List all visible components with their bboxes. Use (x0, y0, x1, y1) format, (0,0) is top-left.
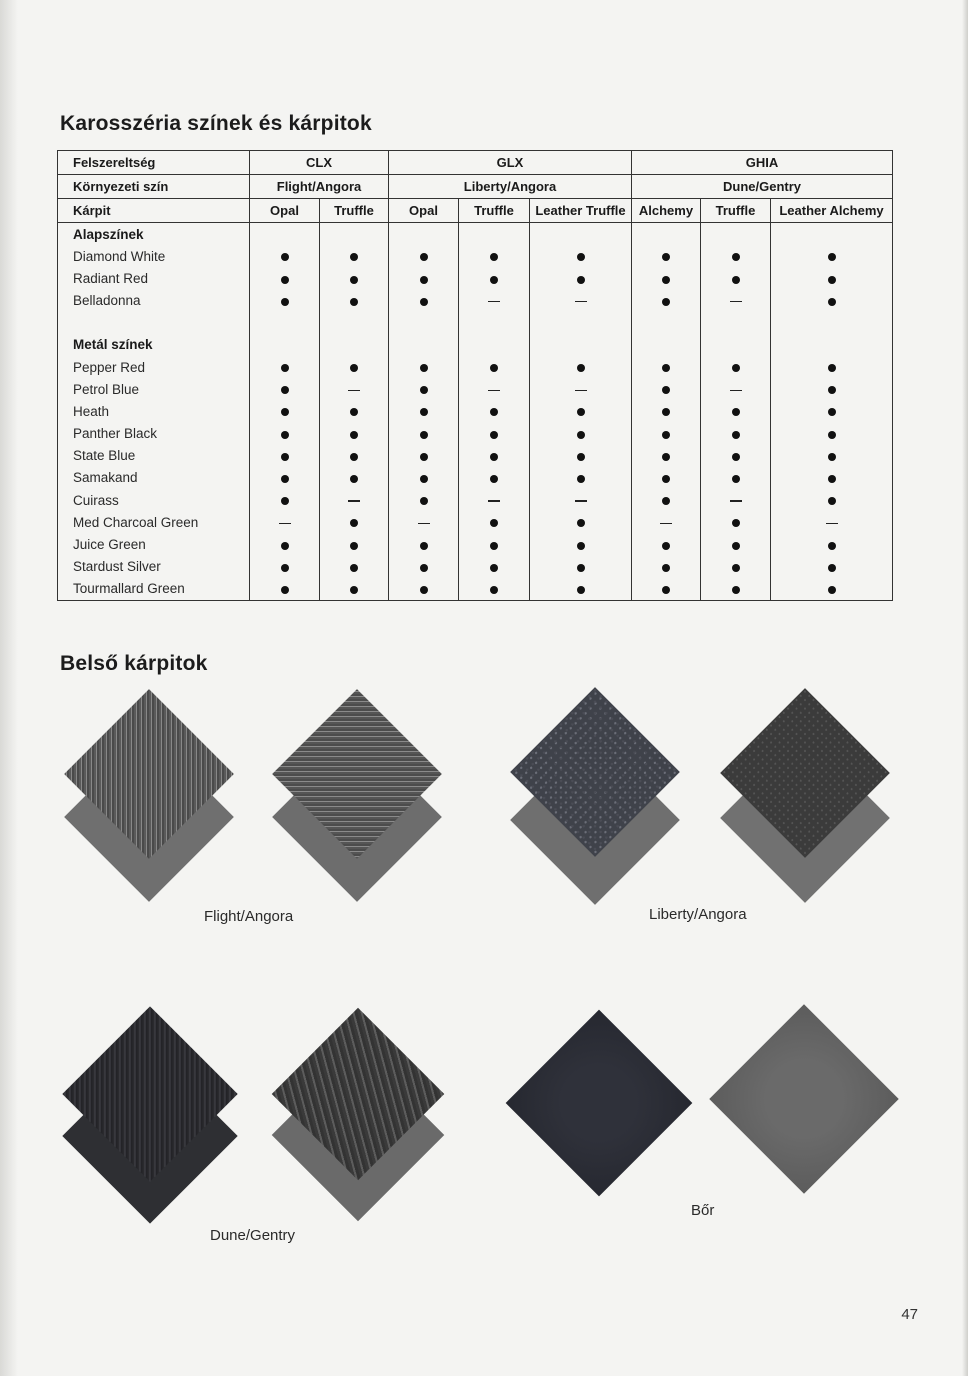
table-row (58, 400, 893, 422)
available-dot-icon (490, 564, 498, 572)
available-dot-icon (828, 364, 836, 372)
unavailable-dash-icon (418, 523, 430, 525)
available-dot-icon (420, 276, 428, 284)
color-upholstery-table (57, 150, 893, 601)
available-dot-icon (281, 475, 289, 483)
env-color-label: Környezeti szín (58, 175, 250, 199)
color-name: Heath (58, 400, 250, 422)
available-dot-icon (732, 276, 740, 284)
available-dot-icon (420, 408, 428, 416)
available-dot-icon (732, 475, 740, 483)
trim-glx: GLX (389, 151, 632, 175)
unavailable-dash-icon (348, 390, 360, 392)
available-dot-icon (281, 364, 289, 372)
upholstery-glx-truffle: Truffle (459, 199, 530, 223)
available-dot-icon (732, 431, 740, 439)
available-dot-icon (577, 364, 585, 372)
available-dot-icon (281, 408, 289, 416)
available-dot-icon (420, 564, 428, 572)
available-dot-icon (732, 453, 740, 461)
available-dot-icon (662, 564, 670, 572)
unavailable-dash-icon (730, 500, 742, 502)
available-dot-icon (281, 253, 289, 261)
color-name: Belladonna (58, 290, 250, 312)
unavailable-dash-icon (348, 500, 360, 502)
table-body (58, 223, 893, 601)
available-dot-icon (350, 475, 358, 483)
upholstery-label: Kárpit (58, 199, 250, 223)
color-name: Petrol Blue (58, 378, 250, 400)
color-name: Diamond White (58, 245, 250, 267)
available-dot-icon (577, 586, 585, 594)
available-dot-icon (420, 475, 428, 483)
available-dot-icon (281, 453, 289, 461)
available-dot-icon (490, 475, 498, 483)
section-title-interior: Belső kárpitok (60, 652, 208, 675)
available-dot-icon (732, 564, 740, 572)
available-dot-icon (662, 586, 670, 594)
color-group-row (58, 223, 893, 246)
available-dot-icon (828, 408, 836, 416)
available-dot-icon (350, 453, 358, 461)
available-dot-icon (662, 431, 670, 439)
color-group-title: Alapszínek (58, 223, 250, 246)
unavailable-dash-icon (660, 523, 672, 525)
caption-dune-gentry: Dune/Gentry (210, 1227, 296, 1244)
unavailable-dash-icon (279, 523, 291, 525)
color-group-row (58, 334, 893, 356)
table-row (58, 290, 893, 312)
unavailable-dash-icon (575, 500, 587, 502)
trim-ghia: GHIA (632, 151, 893, 175)
upholstery-ghia-truffle: Truffle (701, 199, 771, 223)
available-dot-icon (828, 276, 836, 284)
group-spacer (58, 312, 893, 334)
available-dot-icon (662, 386, 670, 394)
page-right-edge (962, 0, 968, 1376)
available-dot-icon (828, 386, 836, 394)
upholstery-glx-leather-truffle: Leather Truffle (530, 199, 632, 223)
color-name: Med Charcoal Green (58, 511, 250, 533)
available-dot-icon (732, 253, 740, 261)
color-group-title: Metál színek (58, 334, 250, 356)
available-dot-icon (420, 497, 428, 505)
available-dot-icon (577, 276, 585, 284)
available-dot-icon (490, 542, 498, 550)
available-dot-icon (350, 298, 358, 306)
available-dot-icon (828, 475, 836, 483)
upholstery-clx-truffle: Truffle (320, 199, 389, 223)
unavailable-dash-icon (575, 390, 587, 392)
available-dot-icon (662, 276, 670, 284)
available-dot-icon (828, 453, 836, 461)
available-dot-icon (420, 298, 428, 306)
available-dot-icon (420, 542, 428, 550)
available-dot-icon (732, 364, 740, 372)
page-title: Karosszéria színek és kárpitok (60, 112, 372, 135)
available-dot-icon (577, 542, 585, 550)
available-dot-icon (490, 253, 498, 261)
swatch-leather-dark (506, 1010, 693, 1197)
color-name: Samakand (58, 467, 250, 489)
unavailable-dash-icon (488, 390, 500, 392)
available-dot-icon (350, 542, 358, 550)
color-name: Stardust Silver (58, 556, 250, 578)
available-dot-icon (490, 431, 498, 439)
available-dot-icon (662, 364, 670, 372)
available-dot-icon (662, 453, 670, 461)
available-dot-icon (420, 253, 428, 261)
available-dot-icon (662, 298, 670, 306)
color-name: Panther Black (58, 423, 250, 445)
available-dot-icon (420, 453, 428, 461)
table-row (58, 556, 893, 578)
available-dot-icon (490, 408, 498, 416)
available-dot-icon (281, 586, 289, 594)
available-dot-icon (490, 364, 498, 372)
available-dot-icon (490, 586, 498, 594)
table-row (58, 467, 893, 489)
available-dot-icon (577, 475, 585, 483)
available-dot-icon (577, 408, 585, 416)
color-name: Tourmallard Green (58, 578, 250, 601)
available-dot-icon (281, 386, 289, 394)
available-dot-icon (350, 253, 358, 261)
available-dot-icon (732, 586, 740, 594)
table-row (58, 511, 893, 533)
available-dot-icon (732, 542, 740, 550)
table-row (58, 578, 893, 601)
available-dot-icon (420, 386, 428, 394)
available-dot-icon (662, 475, 670, 483)
available-dot-icon (828, 497, 836, 505)
color-name: State Blue (58, 445, 250, 467)
available-dot-icon (828, 298, 836, 306)
table-row (58, 267, 893, 289)
available-dot-icon (828, 431, 836, 439)
available-dot-icon (350, 364, 358, 372)
available-dot-icon (490, 519, 498, 527)
swatch-leather-grey (709, 1004, 899, 1194)
available-dot-icon (662, 497, 670, 505)
available-dot-icon (281, 542, 289, 550)
upholstery-ghia-alchemy: Alchemy (632, 199, 701, 223)
color-name: Pepper Red (58, 356, 250, 378)
available-dot-icon (577, 453, 585, 461)
upholstery-clx-opal: Opal (250, 199, 320, 223)
color-name: Cuirass (58, 489, 250, 511)
available-dot-icon (828, 586, 836, 594)
available-dot-icon (577, 519, 585, 527)
available-dot-icon (281, 564, 289, 572)
available-dot-icon (662, 408, 670, 416)
available-dot-icon (281, 497, 289, 505)
available-dot-icon (281, 298, 289, 306)
page-edge-shadow (0, 0, 18, 1376)
available-dot-icon (662, 253, 670, 261)
available-dot-icon (490, 276, 498, 284)
available-dot-icon (350, 586, 358, 594)
available-dot-icon (577, 253, 585, 261)
available-dot-icon (577, 564, 585, 572)
table-row (58, 445, 893, 467)
unavailable-dash-icon (575, 301, 587, 303)
table-row (58, 378, 893, 400)
available-dot-icon (732, 519, 740, 527)
available-dot-icon (281, 276, 289, 284)
available-dot-icon (420, 586, 428, 594)
table-row (58, 489, 893, 511)
available-dot-icon (350, 408, 358, 416)
caption-flight-angora: Flight/Angora (204, 908, 294, 925)
available-dot-icon (350, 276, 358, 284)
available-dot-icon (828, 542, 836, 550)
table-row (58, 423, 893, 445)
page-number: 47 (901, 1306, 918, 1323)
trim-clx: CLX (250, 151, 389, 175)
unavailable-dash-icon (488, 301, 500, 303)
color-name: Juice Green (58, 533, 250, 555)
color-name: Radiant Red (58, 267, 250, 289)
env-glx: Liberty/Angora (389, 175, 632, 199)
available-dot-icon (350, 431, 358, 439)
available-dot-icon (828, 564, 836, 572)
env-ghia: Dune/Gentry (632, 175, 893, 199)
unavailable-dash-icon (730, 390, 742, 392)
upholstery-glx-opal: Opal (389, 199, 459, 223)
upholstery-ghia-leather-alchemy: Leather Alchemy (771, 199, 893, 223)
available-dot-icon (350, 564, 358, 572)
unavailable-dash-icon (730, 301, 742, 303)
table-row (58, 356, 893, 378)
available-dot-icon (420, 431, 428, 439)
equipment-label: Felszereltség (58, 151, 250, 175)
unavailable-dash-icon (826, 523, 838, 525)
env-clx: Flight/Angora (250, 175, 389, 199)
available-dot-icon (490, 453, 498, 461)
table-row (58, 533, 893, 555)
available-dot-icon (828, 253, 836, 261)
caption-leather: Bőr (691, 1202, 715, 1219)
available-dot-icon (732, 408, 740, 416)
caption-liberty-angora: Liberty/Angora (649, 906, 747, 923)
available-dot-icon (281, 431, 289, 439)
available-dot-icon (577, 431, 585, 439)
available-dot-icon (662, 542, 670, 550)
available-dot-icon (420, 364, 428, 372)
available-dot-icon (350, 519, 358, 527)
table-row (58, 245, 893, 267)
unavailable-dash-icon (488, 500, 500, 502)
